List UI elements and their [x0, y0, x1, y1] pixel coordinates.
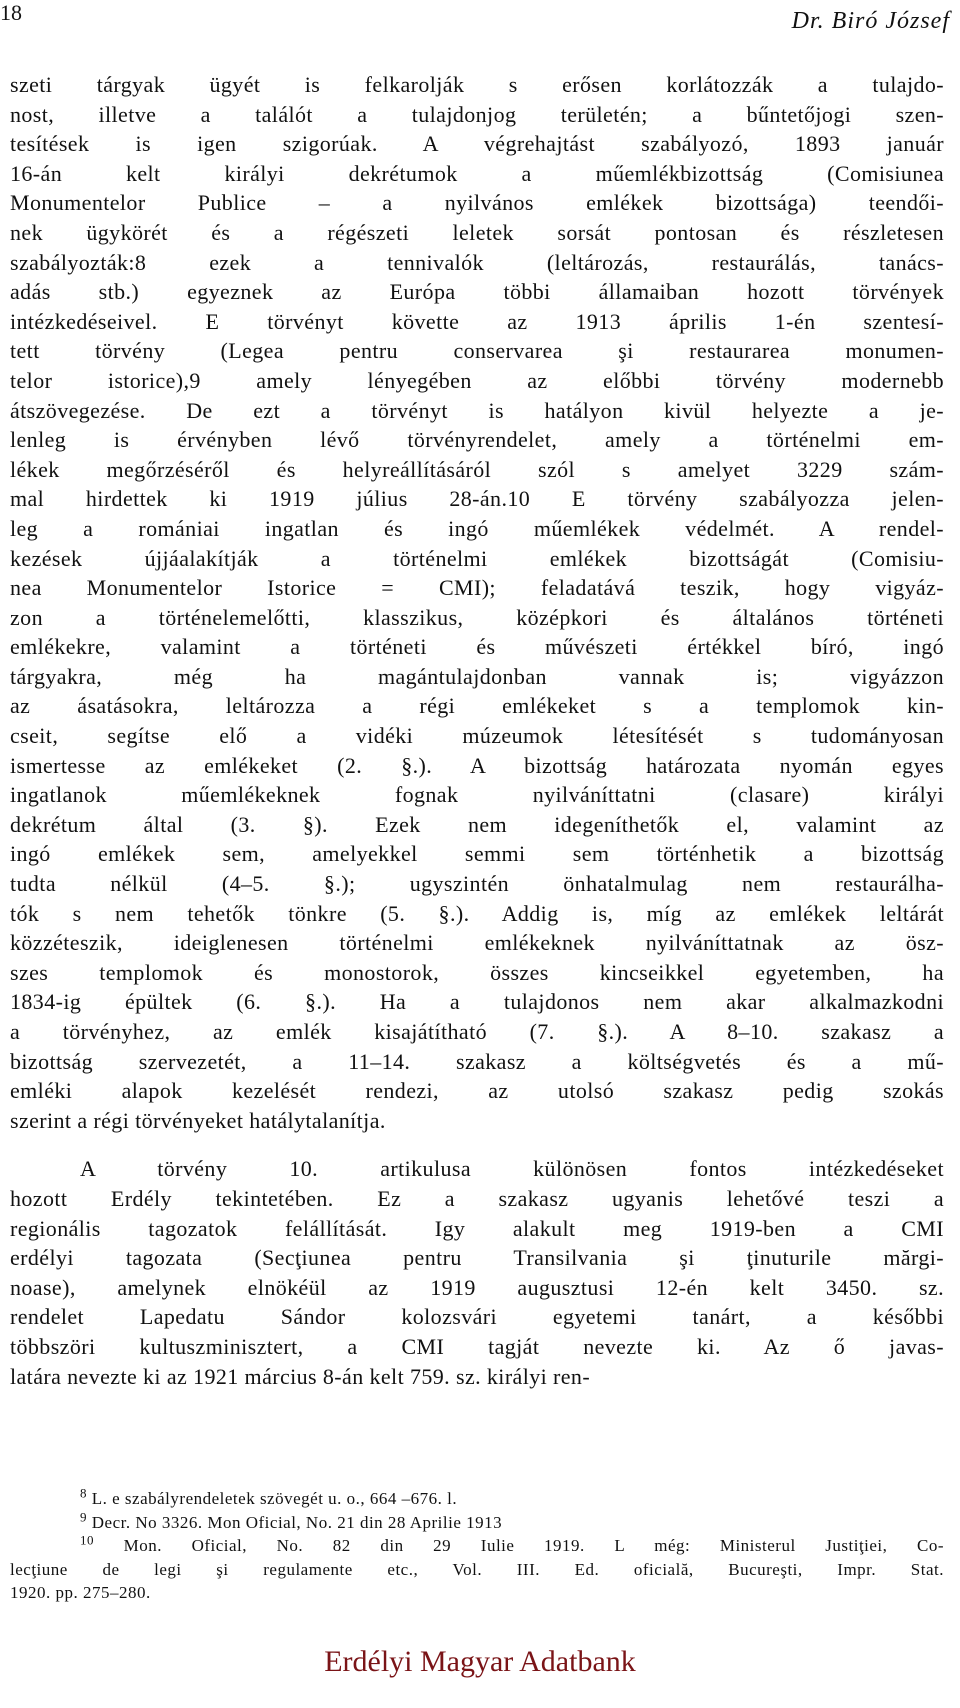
footnote-10 [10, 1534, 944, 1558]
text-line: lékek megőrzéséről és helyreállításáról szól s amelyet 3229 szám- [10, 456, 944, 482]
text-line: 16-án kelt királyi dekrétumok a műemlékbizottság (Comisiunea [10, 160, 944, 186]
watermark: Erdélyi Magyar Adatbank [324, 1645, 636, 1678]
text-line: regionális tagozatok felállítását. Igy alakult meg 1919-ben a CMI [10, 1215, 944, 1241]
text-line: ingó emlékek sem, amelyekkel semmi sem történhetik a bizottság [10, 841, 944, 867]
text-line: leg a romániai ingatlan és ingó műemlékek védelmét. A rendel- [10, 515, 944, 541]
text-line: erdélyi tagozata (Secţiunea pentru Transilvania şi ţinuturile mărgi- [10, 1245, 944, 1271]
text-line: hozott Erdély tekintetében. Ez a szakasz ugyanis lehetővé teszi a [10, 1185, 944, 1211]
text-line: szerint a régi törvényeket hatálytalanítja. [10, 1107, 386, 1133]
page-number: 18 [0, 0, 22, 25]
text-line: 1834-ig épültek (6. §.). Ha a tulajdonos nem akar alkalmazkodni [10, 989, 944, 1015]
text-line: közzéteszik, ideiglenesen történelmi emlékeknek nyilváníttatnak az ösz- [10, 930, 944, 956]
text-line: többszöri kultuszminisztert, a CMI tagját nevezte ki. Az ő javas- [10, 1333, 944, 1359]
body-text [10, 70, 944, 1391]
text-line: zon a történelemelőtti, klasszikus, középkori és általános történeti [10, 604, 944, 630]
text-line: adás stb.) egyeznek az Európa többi államaiban hozott törvények [10, 279, 944, 305]
text-line: A törvény 10. artikulusa különösen fontos intézkedéseket [80, 1156, 944, 1182]
text-line: nost, illetve a találót a tulajdonjog területén; a bűntetőjogi szen- [10, 101, 944, 127]
text-line: intézkedéseivel. E törvényt követte az 1913 április 1-én szentesí- [10, 308, 944, 334]
footnote-9-text: Decr. No 3326. Mon Oficial, No. 21 din 28 Aprilie 1913 [91, 1512, 503, 1532]
text-line: az ásatásokra, leltározza a régi emlékeket s a templomok kin- [10, 693, 944, 719]
text-line: ismertesse az emlékeket (2. §.). A bizottság határozata nyomán egyes [10, 752, 944, 778]
text-line: kezések újjáalakítják a történelmi emlékek bizottságát (Comisiu- [10, 545, 944, 571]
footnote-8-text: L. e szabályrendeletek szövegét u. o., 664 –676. l. [91, 1489, 458, 1508]
text-line: latára nevezte ki az 1921 március 8-án kelt 759. sz. királyi ren- [10, 1363, 591, 1389]
text-line: Monumentelor Publice – a nyilvános emlékek bizottsága) teendői- [10, 190, 944, 216]
text-line: átszövegezése. De ezt a törvényt is hatályon kivül helyezte a je- [10, 397, 944, 423]
footnote-10-line-1: Mon. Oficial, No. 82 din 29 Iulie 1919. L még: Ministerul Justiţiei, Co- [123, 1536, 944, 1555]
footnotes [10, 1487, 944, 1605]
text-line: nek ügykörét és a régészeti leletek sorsát pontosan és részletesen [10, 219, 944, 245]
text-line: tók s nem tehetők tönkre (5. §.). Addig is, míg az emlékek leltárát [10, 900, 944, 926]
text-line: cseit, segítse elő a vidéki múzeumok létesítését s tudományosan [10, 723, 944, 749]
text-line: tesítések is igen szigorúak. A végrehajtást szabályozó, 1893 január [10, 131, 944, 157]
paragraph-2 [10, 1154, 944, 1391]
footnote-10-line-2: lecţiune de legi şi regulamente etc., Vol. III. Ed. oficială, Bucureşti, Impr. Stat. [10, 1559, 944, 1579]
text-line: ingatlanok műemlékeknek fognak nyilváníttatni (clasare) királyi [10, 782, 944, 808]
text-line: szabályozták:8 ezek a tennivalók (leltározás, restaurálás, tanács- [10, 249, 944, 275]
footnote-8 [10, 1487, 944, 1511]
text-line: rendelet Lapedatu Sándor kolozsvári egyetemi tanárt, a későbbi [10, 1304, 944, 1330]
footnote-10-mark: 10 [80, 1534, 94, 1548]
text-line: tett törvény (Legea pentru conservarea şi restaurarea monumen- [10, 338, 944, 364]
text-line: tárgyakra, még ha magántulajdonban vannak is; vigyázzon [10, 663, 944, 689]
text-line: szes templomok és monostorok, összes kincseikkel egyetemben, ha [10, 959, 944, 985]
text-line: emléki alapok kezelését rendezi, az utolsó szakasz pedig szokás [10, 1078, 944, 1104]
text-line: a törvényhez, az emlék kisajátítható (7. §.). A 8–10. szakasz a [10, 1019, 944, 1044]
text-line: tudta nélkül (4–5. §.); ugyszintén önhatalmulag nem restaurálha- [10, 871, 944, 897]
text-line: telor istorice),9 amely lényegében az előbbi törvény modernebb [10, 367, 944, 393]
text-line: bizottság szervezetét, a 11–14. szakasz a költségvetés és a mű- [10, 1048, 944, 1074]
text-line: emlékekre, valamint a történeti és művészeti értékkel bíró, ingó [10, 634, 944, 660]
footnote-10-line-3: 1920. pp. 275–280. [10, 1583, 151, 1602]
text-line: noase), amelynek elnökéül az 1919 augusztusi 12-én kelt 3450. sz. [10, 1274, 944, 1300]
footnote-9-mark: 9 [80, 1510, 87, 1524]
footnote-8-mark: 8 [80, 1487, 87, 1501]
footnote-9 [10, 1511, 944, 1535]
paragraph-1 [10, 70, 944, 1135]
text-line: szeti tárgyak ügyét is felkarolják s erősen korlátozzák a tulajdo- [10, 72, 944, 97]
text-line: nea Monumentelor Istorice = CMI); feladatává teszik, hogy vigyáz- [10, 575, 944, 601]
text-line: dekrétum által (3. §). Ezek nem idegeníthetők el, valamint az [10, 811, 944, 837]
running-head: Dr. Biró József [791, 8, 950, 34]
text-line: mal hirdettek ki 1919 július 28-án.10 E törvény szabályozza jelen- [10, 486, 944, 512]
text-line: lenleg is érvényben lévő törvényrendelet, amely a történelmi em- [10, 427, 944, 453]
